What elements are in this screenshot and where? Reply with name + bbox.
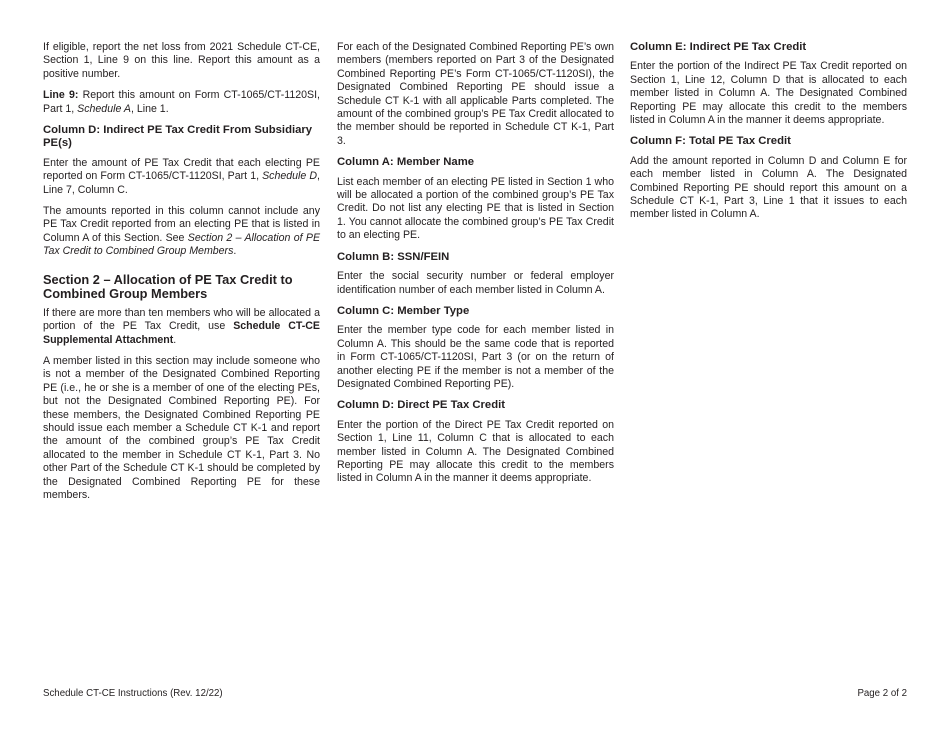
supplemental-text: If there are more than ten members who will be allocated a portion of the PE Tax Credit, use xyxy=(43,306,320,333)
column-d-text-end: , Line 7, Column C. xyxy=(43,170,320,196)
column-d-direct-heading: Column D: Direct PE Tax Credit xyxy=(337,399,506,412)
column-d-indirect-heading: Column D: Indirect PE Tax Credit From Subsidiary PE(s) xyxy=(43,124,313,150)
column-e-paragraph: Enter the portion of the Indirect PE Tax Credit reported on Section 1, Line 12, Column D that is allocated to each member listed in Column A. The Designated Combined Reporting PE may allocate this credit to the members listed in Column A in the manner it deems appropriate. xyxy=(630,60,907,127)
column-2 xyxy=(337,38,614,494)
column-a-heading: Column A: Member Name xyxy=(337,156,475,169)
own-members-paragraph: For each of the Designated Combined Reporting PE’s own members (members reported on Part 3 of the Designated Combined Reporting PE’s Form CT-1065/CT-1120SI), the Designated Combined Reporting PE should issue a Schedule CT K-1 with all applicable Parts completed. The amount of the combined group’s PE Tax Credit allocated to the member should be reported in Schedule CT K-1, Part 3. xyxy=(337,41,614,147)
column-c-paragraph: Enter the member type code for each member listed in Column A. This should be the same code that is reported in Form CT-1065/CT-1120SI, Part 3 (or on the return of another electing PE if the member is not a member of the Designated Combined Reporting PE). xyxy=(337,324,614,390)
column-a-paragraph: List each member of an electing PE listed in Section 1 who will be allocated a portion of the combined group’s PE Tax Credit. Do not list any electing PE that is listed in Section 1. You cannot allocate the combined group’s PE Tax Credit to an electing PE. xyxy=(337,175,614,242)
column-d-direct-paragraph: Enter the portion of the Direct PE Tax Credit reported on Section 1, Line 11, Column C that is allocated to each member listed in Column A. The Designated Combined Reporting PE may allocate this credit to the members listed in Column A in the manner it deems appropriate. xyxy=(337,418,614,485)
supplemental-paragraph xyxy=(43,307,320,347)
supplemental-text-end: . xyxy=(173,333,177,346)
column-f-paragraph: Add the amount reported in Column D and Column E for each member listed in Column A. The Designated Combined Reporting PE should report this amount on a Schedule CT K-1, Part 3, Line 1 that it issues to each member listed in Column A. xyxy=(630,154,907,221)
supplemental-attachment-ref: Schedule CT-CE Supplemental Attachment xyxy=(43,320,320,346)
column-d-amounts-paragraph xyxy=(43,205,320,259)
column-1 xyxy=(43,38,320,510)
line-9-paragraph xyxy=(43,89,320,116)
footer-form-title: Schedule CT-CE Instructions (Rev. 12/22) xyxy=(43,688,223,699)
member-listed-paragraph: A member listed in this section may include someone who is not a member of the Designated Combined Reporting PE (i.e., he or she is a member of one of the electing PEs, but not the Designated Combined Reporting PE). For these members, the Designated Combined Reporting PE should issue each member a Schedule CT K-1 and report the amount of the combined group’s PE Tax Credit allocated to the member in Schedule CT K-1, Part 3. No other Part of the Schedule CT K-1 should be completed by the Designated Combined Reporting PE for these members. xyxy=(43,354,320,501)
schedule-a-ref: Schedule A xyxy=(77,102,131,115)
line-9-text: Report this amount on Form CT-1065/CT-1120SI, Part 1, xyxy=(43,89,320,115)
section-2-ref: Section 2 – Allocation of PE Tax Credit to Combined Group Members xyxy=(43,231,321,258)
column-b-heading: Column B: SSN/FEIN xyxy=(337,250,450,263)
line-9-label: Line 9: xyxy=(43,89,79,102)
column-c-heading: Column C: Member Type xyxy=(337,304,470,317)
line-9-text-end: , Line 1. xyxy=(130,102,169,115)
footer-page-number: Page 2 of 2 xyxy=(857,688,907,699)
column-e-heading: Column E: Indirect PE Tax Credit xyxy=(630,41,807,53)
schedule-d-ref: Schedule D xyxy=(262,170,318,183)
column-3 xyxy=(630,38,907,230)
net-loss-paragraph: If eligible, report the net loss from 2021 Schedule CT-CE, Section 1, Line 9 on this line. Report this amount as a positive number. xyxy=(43,41,320,80)
column-d-indirect-paragraph xyxy=(43,157,320,197)
amounts-text: The amounts reported in this column cannot include any PE Tax Credit reported from an electing PE that is listed in Column A of this Section. See xyxy=(43,205,320,244)
column-b-paragraph: Enter the social security number or federal employer identification number of each member listed in Column A. xyxy=(337,270,614,296)
amounts-text-end: . xyxy=(233,245,237,258)
column-d-text: Enter the amount of PE Tax Credit that each electing PE reported on Form CT-1065/CT-1120SI, Part 1, xyxy=(43,156,320,183)
column-f-heading: Column F: Total PE Tax Credit xyxy=(630,135,791,148)
section-2-heading: Section 2 – Allocation of PE Tax Credit to Combined Group Members xyxy=(43,271,293,301)
